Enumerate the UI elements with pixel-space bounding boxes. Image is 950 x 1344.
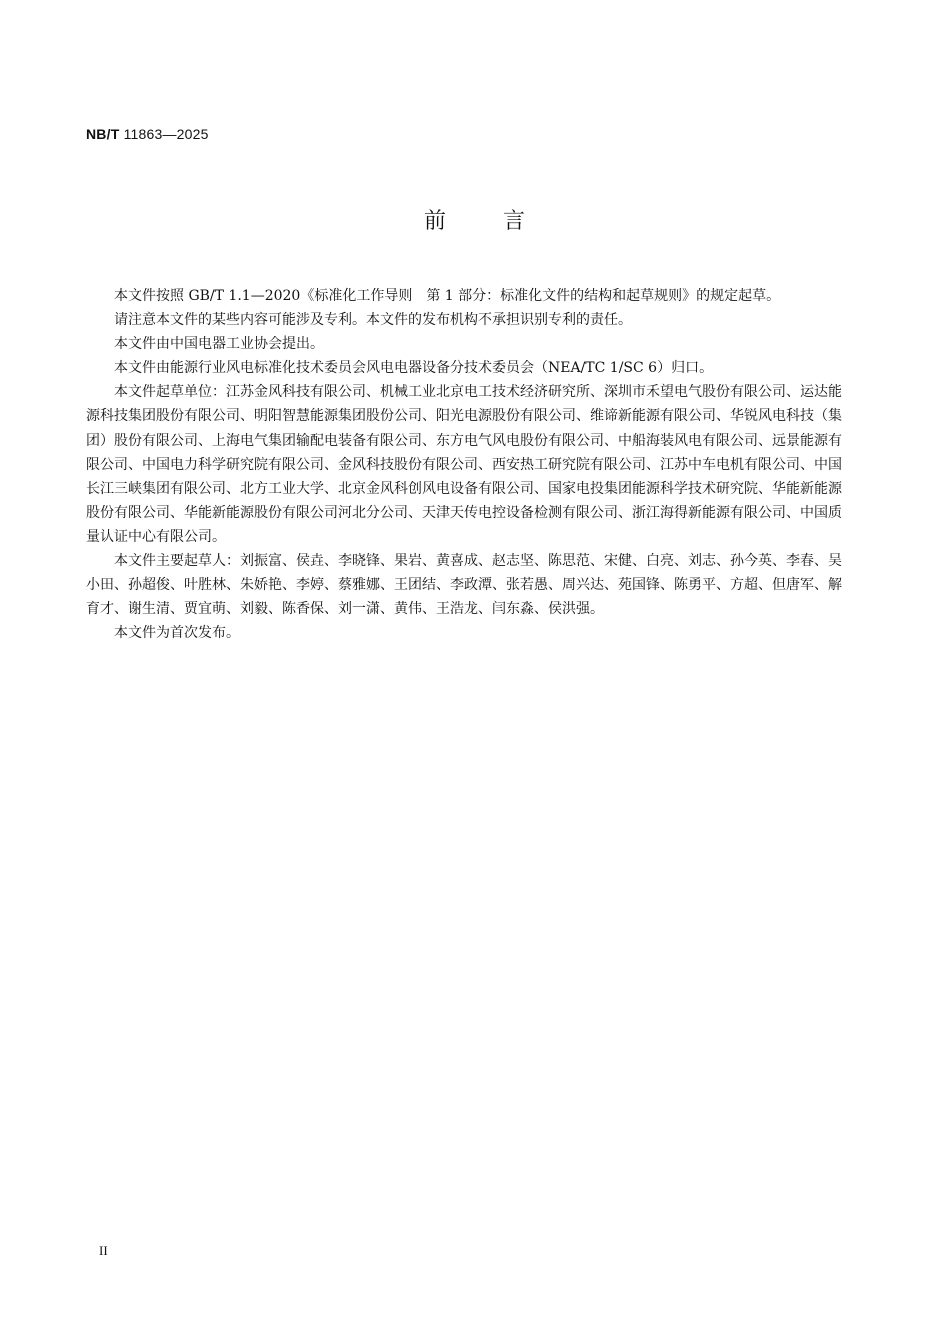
section-title-char-1: 前 bbox=[423, 209, 447, 234]
standard-code-prefix: NB/T bbox=[86, 126, 120, 142]
paragraph-proposer: 本文件由中国电器工业协会提出。 bbox=[114, 336, 324, 353]
paragraph-drafting-rules: 本文件按照 GB/T 1.1—2020《标准化工作导则 第 1 部分：标准化文件的结构和起草规则》的规定起草。 bbox=[114, 288, 781, 304]
standard-code-number: 11863—2025 bbox=[123, 126, 209, 142]
foreword-body bbox=[86, 284, 842, 645]
standard-code bbox=[86, 124, 209, 144]
paragraph-first-release: 本文件为首次发布。 bbox=[114, 625, 240, 642]
paragraph-technical-committee: 本文件由能源行业风电标准化技术委员会风电电器设备分技术委员会（NEA/TC 1/SC 6）归口。 bbox=[114, 360, 714, 377]
paragraph-patent-notice: 请注意本文件的某些内容可能涉及专利。本文件的发布机构不承担识别专利的责任。 bbox=[114, 312, 632, 329]
paragraph-drafters: 本文件主要起草人：刘振富、侯垚、李晓锋、果岩、黄喜成、赵志坚、陈思范、宋健、白亮、刘志、孙今英、李春、吴小田、孙超俊、叶胜林、朱娇艳、李婷、蔡雅娜、王团结、李政潭、张若愚、周兴达、苑国锋、陈勇平、方超、但唐军、解育才、谢生清、贾宜萌、刘毅、陈香保、刘一潇、黄伟、王浩龙、闫东淼、侯洪强。 bbox=[86, 553, 842, 618]
section-title bbox=[0, 204, 950, 240]
paragraph-drafting-organizations: 本文件起草单位：江苏金风科技有限公司、机械工业北京电工技术经济研究所、深圳市禾望电气股份有限公司、运达能源科技集团股份有限公司、明阳智慧能源集团股份公司、阳光电源股份有限公司、维谛新能源有限公司、华锐风电科技（集团）股份有限公司、上海电气集团输配电装备有限公司、东方电气风电股份有限公司、中船海装风电有限公司、远景能源有限公司、中国电力科学研究院有限公司、金风科技股份有限公司、西安热工研究院有限公司、江苏中车电机有限公司、中国长江三峡集团有限公司、北方工业大学、北京金风科创风电设备有限公司、国家电投集团能源科学技术研究院、华能新能源股份有限公司、华能新能源股份有限公司河北分公司、天津天传电控设备检测有限公司、浙江海得新能源有限公司、中国质量认证中心有限公司。 bbox=[86, 384, 842, 545]
page-number: II bbox=[99, 1243, 108, 1258]
section-title-char-2: 言 bbox=[503, 209, 527, 234]
